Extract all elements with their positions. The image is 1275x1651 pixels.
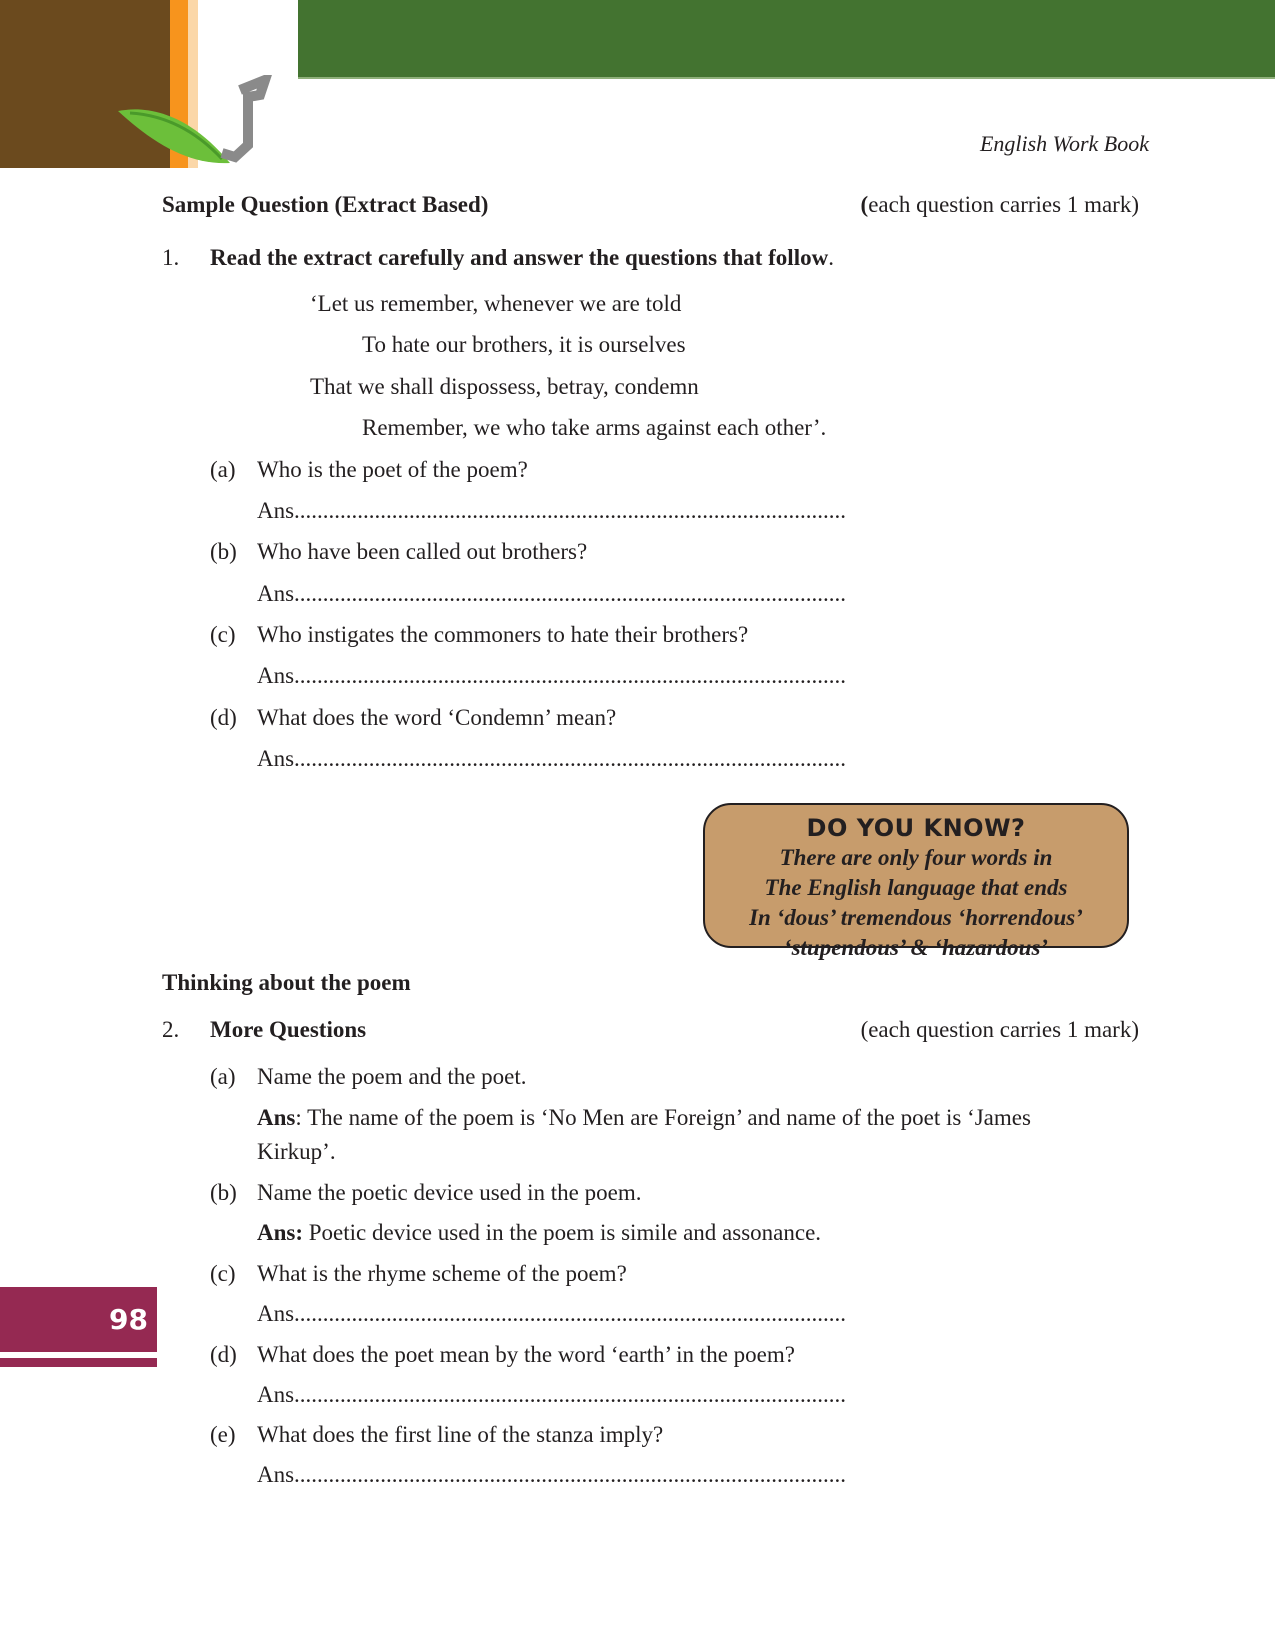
answer-text: : The name of the poem is ‘No Men are Foreign’ and name of the poet is ‘James: [295, 1105, 1031, 1130]
q2a-answer-cont: Kirkup’.: [257, 1139, 336, 1164]
q2e-label: (e): [210, 1422, 236, 1447]
q1d-label: (d): [210, 705, 237, 730]
q2b-text: Name the poetic device used in the poem.: [257, 1180, 642, 1205]
q1a-answer-line[interactable]: Ans................................................................................................: [257, 498, 847, 523]
page-number: 98: [109, 1303, 148, 1336]
q2e-answer-line[interactable]: Ans................................................................................................: [257, 1462, 847, 1487]
extract-line-4: Remember, we who take arms against each other’.: [362, 415, 827, 440]
callout-line-1: There are only four words in: [779, 845, 1053, 870]
running-head: English Work Book: [979, 131, 1149, 156]
extract-line-3: That we shall dispossess, betray, condemn: [310, 374, 699, 399]
q1d-text: What does the word ‘Condemn’ mean?: [257, 705, 617, 730]
question-1-instruction: [210, 243, 834, 273]
leaf-decoration-icon: [110, 75, 290, 175]
answer-text: Poetic device used in the poem is simile and assonance.: [303, 1220, 822, 1245]
q1c-text: Who instigates the commoners to hate their brothers?: [257, 622, 749, 647]
q2c-label: (c): [210, 1261, 236, 1286]
q2d-answer-line[interactable]: Ans................................................................................................: [257, 1382, 847, 1407]
q2d-label: (d): [210, 1342, 237, 1367]
extract-line-2: To hate our brothers, it is ourselves: [362, 332, 686, 357]
extract-line-1: ‘Let us remember, whenever we are told: [310, 291, 682, 316]
q1b-label: (b): [210, 539, 237, 564]
q2a-text: Name the poem and the poet.: [257, 1064, 527, 1089]
q2b-answer: [257, 1218, 821, 1248]
page-number-tab-rule: [0, 1358, 157, 1367]
answer-label: Ans: [257, 1105, 296, 1130]
q1b-text: Who have been called out brothers?: [257, 539, 588, 564]
q1d-answer-line[interactable]: Ans................................................................................................: [257, 746, 847, 771]
section1-marks: [861, 190, 1139, 220]
section2-marks: (each question carries 1 mark): [860, 1017, 1139, 1042]
marks-text: each question carries 1 mark): [868, 192, 1139, 217]
marks-bracket: (: [860, 192, 869, 217]
header-green-band: [298, 0, 1275, 77]
q2d-text: What does the poet mean by the word ‘earth’ in the poem?: [257, 1342, 795, 1367]
section2-heading: Thinking about the poem: [162, 970, 411, 995]
question-number-2: 2.: [162, 1017, 180, 1042]
callout-title: DO YOU KNOW?: [806, 814, 1026, 842]
do-you-know-callout: [703, 803, 1129, 960]
question-number-1: 1.: [162, 245, 180, 270]
q1b-answer-line[interactable]: Ans................................................................................................: [257, 581, 847, 606]
q1a-text: Who is the poet of the poem?: [257, 457, 528, 482]
q2a-label: (a): [210, 1064, 236, 1089]
section1-heading: Sample Question (Extract Based): [162, 192, 489, 217]
callout-line-3: In ‘dous’ tremendous ‘horrendous’: [749, 905, 1083, 930]
instruction-end: .: [828, 245, 834, 270]
question-2-title: More Questions: [210, 1017, 367, 1042]
instruction-text: Read the extract carefully and answer the questions that follow: [210, 245, 829, 270]
callout-line-4: ‘stupendous’ & ‘hazardous’: [783, 935, 1049, 960]
q1a-label: (a): [210, 457, 236, 482]
q2c-answer-line[interactable]: Ans................................................................................................: [257, 1301, 847, 1326]
q2c-text: What is the rhyme scheme of the poem?: [257, 1261, 627, 1286]
q1c-label: (c): [210, 622, 236, 647]
answer-label: Ans:: [257, 1220, 304, 1245]
header-green-underline: [298, 77, 1275, 79]
q2b-label: (b): [210, 1180, 237, 1205]
q2e-text: What does the first line of the stanza imply?: [257, 1422, 664, 1447]
q1c-answer-line[interactable]: Ans................................................................................................: [257, 663, 847, 688]
q2a-answer: [257, 1103, 1031, 1133]
callout-line-2: The English language that ends: [764, 875, 1068, 900]
